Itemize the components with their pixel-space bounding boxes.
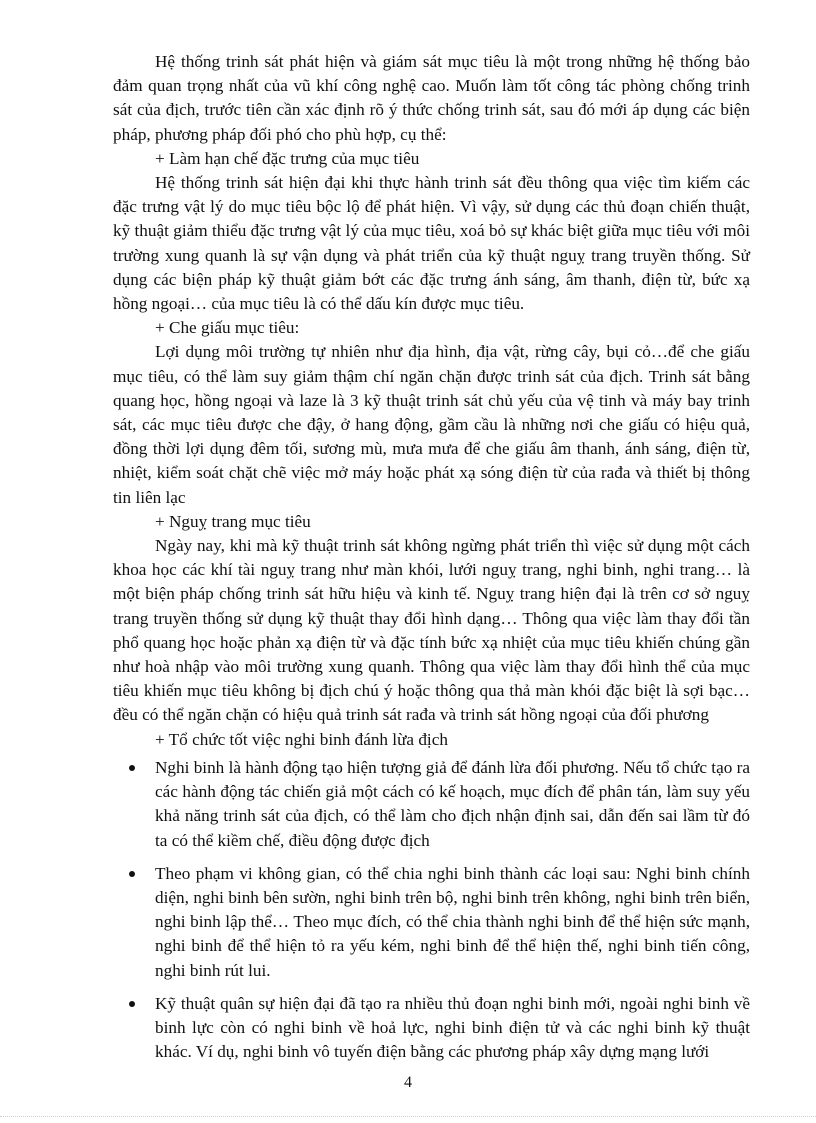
bullet-text: Nghi binh là hành động tạo hiện tượng giả để đánh lừa đối phương. Nếu tổ chức tạo ra các hành động tác chiến giả một cách có kế hoạch, mục đích để phân tán, làm suy yếu khả năng trinh sát của địch, có thể làm cho địch nhận định sai, dẫn đến sai lầm từ đó ta có thể kiềm chế, điều động được địch: [155, 757, 750, 850]
paragraph-limit-signatures: Hệ thống trinh sát hiện đại khi thực hành trinh sát đều thông qua việc tìm kiếm các đặc trưng vật lý do mục tiêu bộc lộ để phát hiện. Vì vậy, sử dụng các thủ đoạn chiến thuật, kỹ thuật giảm thiểu đặc trưng vật lý của mục tiêu, xoá bỏ sự khác biệt giữa mục tiêu với môi trường xung quanh là sự vận dụng và phát triển của kỹ thuật nguỵ trang truyền thống. Sử dụng các biện pháp kỹ thuật giảm bớt các đặc trưng ánh sáng, âm thanh, điện từ, bức xạ hồng ngoại… của mục tiêu là có thể dấu kín được mục tiêu.: [113, 173, 750, 314]
heading-limit-signatures: + Làm hạn chế đặc trưng của mục tiêu: [155, 148, 420, 168]
list-item: [113, 862, 750, 983]
bullet-text: Kỹ thuật quân sự hiện đại đã tạo ra nhiều thủ đoạn nghi binh mới, ngoài nghi binh về binh lực còn có nghi binh về hoả lực, nghi binh điện tử và các nghi binh kỹ thuật khác. Ví dụ, nghi binh vô tuyến điện bằng các phương pháp xây dựng mạng lưới: [155, 993, 750, 1062]
paragraph-intro: Hệ thống trinh sát phát hiện và giám sát mục tiêu là một trong những hệ thống bảo đảm quan trọng nhất của vũ khí công nghệ cao. Muốn làm tốt công tác phòng chống trinh sát của địch, trước tiên cần xác định rõ ý thức chống trinh sát, sau đó mới áp dụng các biện pháp, phương pháp đối phó cho phù hợp, cụ thể:: [113, 52, 750, 144]
list-item: [113, 756, 750, 853]
bullet-icon: [129, 871, 135, 877]
paragraph-conceal-target: Lợi dụng môi trường tự nhiên như địa hình, địa vật, rừng cây, bụi cỏ…để che giấu mục tiêu, có thể làm suy giảm thậm chí ngăn chặn được trinh sát của địch. Trinh sát bằng quang học, hồng ngoại và laze là 3 kỹ thuật trinh sát chủ yếu của vệ tinh và máy bay trinh sát, các mục tiêu được che đậy, ở hang động, gầm cầu là những nơi che giấu có hiệu quả, đồng thời lợi dụng đêm tối, sương mù, mưa mưa để che giấu âm thanh, ánh sáng, điện từ, nhiệt, kiểm soát chặt chẽ việc mở máy hoặc phát xạ sóng điện từ của rađa và thiết bị thông tin liên lạc: [113, 342, 750, 507]
list-item: [113, 992, 750, 1065]
heading-deception: + Tổ chức tốt việc nghi binh đánh lừa địch: [155, 729, 448, 749]
bullet-icon: [129, 765, 135, 771]
paragraph-camouflage: Ngày nay, khi mà kỹ thuật trinh sát không ngừng phát triển thì việc sử dụng một cách khoa học các khí tài nguỵ trang như màn khói, lưới nguỵ trang, nghi binh, nghi trang… là một biện pháp chống trinh sát hữu hiệu và kinh tế. Nguỵ trang hiện đại là trên cơ sở nguỵ trang truyền thống sử dụng kỹ thuật thay đổi hình dạng… Thông qua việc làm thay đổi tần phổ quang học hoặc phản xạ điện từ và đặc tính bức xạ nhiệt của mục tiêu khiến chúng gần như hoà nhập vào môi trường xung quanh. Thông qua việc làm thay đổi hình thể của mục tiêu khiến mục tiêu không bị địch chú ý hoặc thông qua thả màn khói đặc biệt là sợi bạc…đều có thể ngăn chặn có hiệu quả trinh sát rađa và trinh sát hồng ngoại của đối phương: [113, 536, 750, 725]
page-number: 4: [404, 1074, 412, 1091]
heading-conceal-target: + Che giấu mục tiêu:: [155, 318, 300, 338]
heading-camouflage: + Nguỵ trang mục tiêu: [155, 511, 311, 531]
page-bottom-divider: [0, 1116, 816, 1117]
deception-bullet-list: [113, 756, 750, 1064]
bullet-icon: [129, 1001, 135, 1007]
document-body: [113, 50, 750, 1064]
bullet-text: Theo phạm vi không gian, có thể chia nghi binh thành các loại sau: Nghi binh chính diện, nghi binh bên sườn, nghi binh trên bộ, nghi binh trên không, nghi binh trên biển, nghi binh lập thể… Theo mục đích, có thể chia thành nghi binh để thể hiện sức mạnh, nghi binh để thể hiện tỏ ra yếu kém, nghi binh để thể hiện thế, nghi binh tiến công, nghi binh rút lui.: [155, 863, 750, 980]
